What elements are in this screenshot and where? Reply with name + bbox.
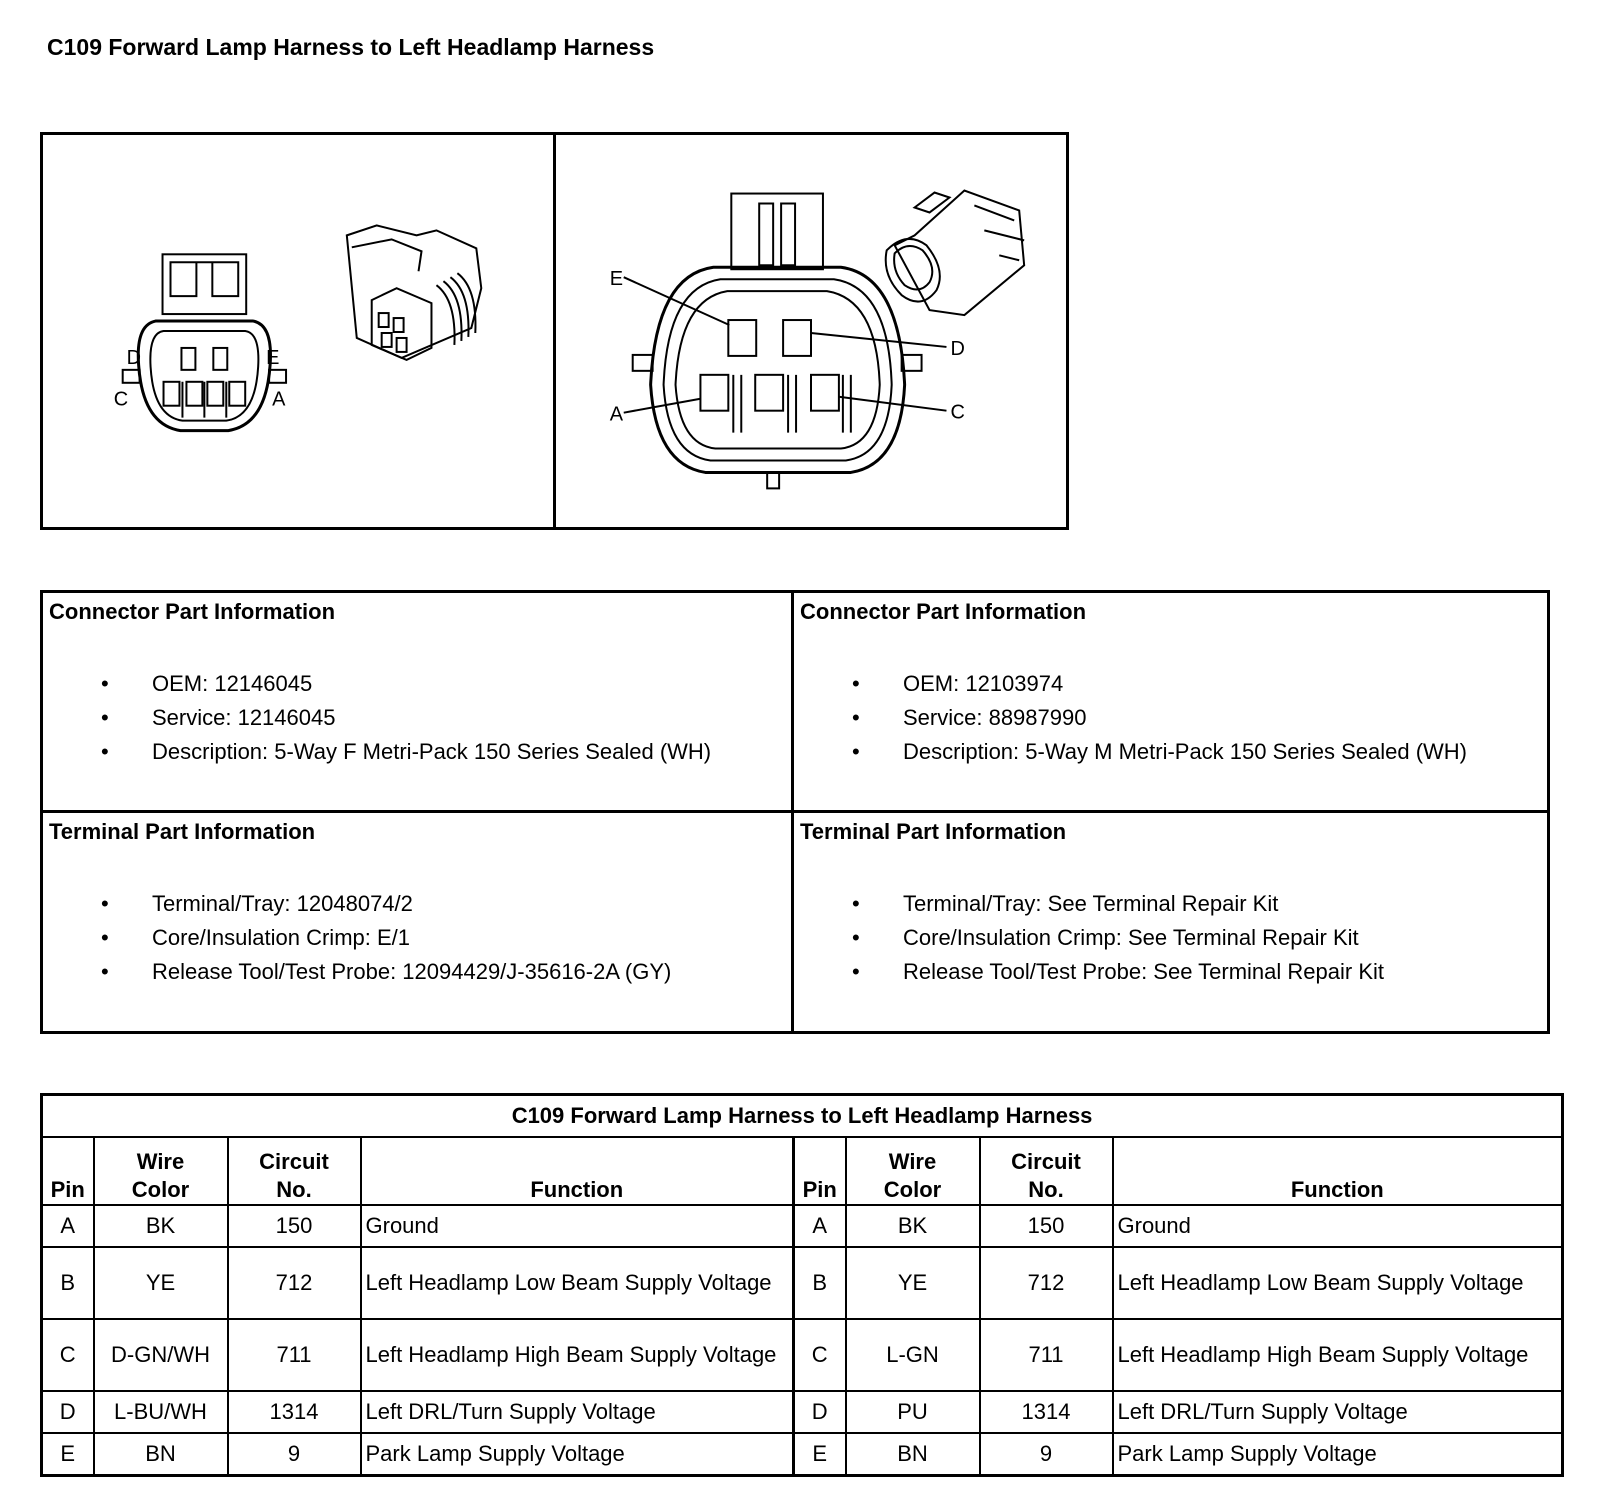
function-cell: Left Headlamp Low Beam Supply Voltage: [1113, 1247, 1563, 1319]
table-caption: C109 Forward Lamp Harness to Left Headlamp Harness: [42, 1095, 1563, 1138]
pin-cell: C: [794, 1319, 846, 1391]
circuit-cell: 711: [980, 1319, 1113, 1391]
info-item: • OEM: 12146045: [49, 667, 785, 701]
table-header-row: [42, 1137, 1563, 1205]
pin-label-a: A: [609, 403, 624, 426]
wire-color-cell: BN: [846, 1433, 980, 1476]
circuit-cell: 9: [228, 1433, 361, 1476]
circuit-cell: 1314: [228, 1391, 361, 1433]
header-function: Function: [1113, 1137, 1563, 1205]
bullet: •: [852, 925, 860, 950]
circuit-cell: 712: [980, 1247, 1113, 1319]
terminal-info-heading: Terminal Part Information: [49, 819, 316, 844]
function-cell: Park Lamp Supply Voltage: [361, 1433, 794, 1476]
pin-cell: D: [794, 1391, 846, 1433]
circuit-cell: 1314: [980, 1391, 1113, 1433]
pin-label-e: E: [266, 346, 280, 369]
info-item: • OEM: 12103974: [800, 667, 1541, 701]
header-pin: Pin: [42, 1137, 94, 1205]
wire-color-cell: D-GN/WH: [94, 1319, 228, 1391]
wire-color-cell: BN: [94, 1433, 228, 1476]
circuit-cell: 712: [228, 1247, 361, 1319]
pin-cell: B: [42, 1247, 94, 1319]
pin-label-c: C: [113, 388, 129, 411]
pin-cell: D: [42, 1391, 94, 1433]
info-item: • Service: 88987990: [800, 701, 1541, 735]
wire-color-cell: YE: [846, 1247, 980, 1319]
left-terminal-info: [43, 813, 794, 1031]
wire-color-cell: L-GN: [846, 1319, 980, 1391]
connector-info-heading: Connector Part Information: [49, 599, 336, 624]
bullet: •: [852, 959, 860, 984]
wire-color-cell: PU: [846, 1391, 980, 1433]
bullet: •: [852, 891, 860, 916]
info-item: • Description: 5-Way F Metri-Pack 150 Series Sealed (WH): [49, 735, 785, 769]
pin-cell: E: [794, 1433, 846, 1476]
wire-color-cell: BK: [94, 1205, 228, 1247]
function-cell: Left DRL/Turn Supply Voltage: [1113, 1391, 1563, 1433]
table-row: [42, 1205, 1563, 1247]
info-item: • Terminal/Tray: 12048074/2: [49, 887, 785, 921]
header-pin: Pin: [794, 1137, 846, 1205]
bullet: •: [852, 739, 860, 764]
right-connector-info: [794, 593, 1547, 813]
connector-figure: [40, 132, 1069, 530]
bullet: •: [101, 925, 109, 950]
terminal-info-heading: Terminal Part Information: [800, 819, 1067, 844]
pin-table: [40, 1093, 1564, 1477]
info-item: • Terminal/Tray: See Terminal Repair Kit: [800, 887, 1541, 921]
info-item: • Description: 5-Way M Metri-Pack 150 Series Sealed (WH): [800, 735, 1541, 769]
right-connector-drawing: [556, 135, 1066, 527]
wire-color-cell: L-BU/WH: [94, 1391, 228, 1433]
pin-label-d: D: [950, 337, 965, 360]
header-wire-color: Wire Color: [846, 1137, 980, 1205]
function-cell: Left Headlamp High Beam Supply Voltage: [361, 1319, 794, 1391]
circuit-cell: 150: [980, 1205, 1113, 1247]
header-circuit: Circuit No.: [228, 1137, 361, 1205]
table-row: [42, 1391, 1563, 1433]
circuit-cell: 9: [980, 1433, 1113, 1476]
info-item: • Release Tool/Test Probe: 12094429/J-35616-2A (GY): [49, 955, 785, 989]
header-function: Function: [361, 1137, 794, 1205]
function-cell: Left Headlamp High Beam Supply Voltage: [1113, 1319, 1563, 1391]
circuit-cell: 711: [228, 1319, 361, 1391]
pin-label-c: C: [950, 401, 965, 424]
page-title: C109 Forward Lamp Harness to Left Headlamp Harness: [47, 34, 655, 60]
table-row: [42, 1319, 1563, 1391]
header-circuit: Circuit No.: [980, 1137, 1113, 1205]
info-item: • Service: 12146045: [49, 701, 785, 735]
right-connector-panel: [553, 135, 1066, 527]
wire-color-cell: YE: [94, 1247, 228, 1319]
bullet: •: [101, 959, 109, 984]
pin-cell: C: [42, 1319, 94, 1391]
pin-label-e: E: [609, 268, 624, 291]
pin-label-a: A: [272, 388, 286, 411]
connector-info-heading: Connector Part Information: [800, 599, 1087, 624]
part-info-grid: [40, 590, 1550, 1034]
function-cell: Ground: [1113, 1205, 1563, 1247]
table-row: [42, 1433, 1563, 1476]
bullet: •: [852, 705, 860, 730]
pin-cell: B: [794, 1247, 846, 1319]
left-connector-info: [43, 593, 794, 813]
bullet: •: [101, 739, 109, 764]
table-row: [42, 1247, 1563, 1319]
function-cell: Park Lamp Supply Voltage: [1113, 1433, 1563, 1476]
pin-cell: A: [794, 1205, 846, 1247]
function-cell: Left Headlamp Low Beam Supply Voltage: [361, 1247, 794, 1319]
function-cell: Ground: [361, 1205, 794, 1247]
circuit-cell: 150: [228, 1205, 361, 1247]
left-connector-panel: [43, 135, 553, 527]
right-terminal-info: [794, 813, 1547, 1031]
pin-cell: E: [42, 1433, 94, 1476]
pin-cell: A: [42, 1205, 94, 1247]
bullet: •: [101, 891, 109, 916]
function-cell: Left DRL/Turn Supply Voltage: [361, 1391, 794, 1433]
pin-label-d: D: [126, 346, 142, 369]
header-wire-color: Wire Color: [94, 1137, 228, 1205]
left-connector-drawing: [43, 135, 553, 527]
bullet: •: [101, 705, 109, 730]
info-item: • Core/Insulation Crimp: E/1: [49, 921, 785, 955]
wire-color-cell: BK: [846, 1205, 980, 1247]
info-item: • Core/Insulation Crimp: See Terminal Repair Kit: [800, 921, 1541, 955]
bullet: •: [852, 671, 860, 696]
info-item: • Release Tool/Test Probe: See Terminal Repair Kit: [800, 955, 1541, 989]
bullet: •: [101, 671, 109, 696]
